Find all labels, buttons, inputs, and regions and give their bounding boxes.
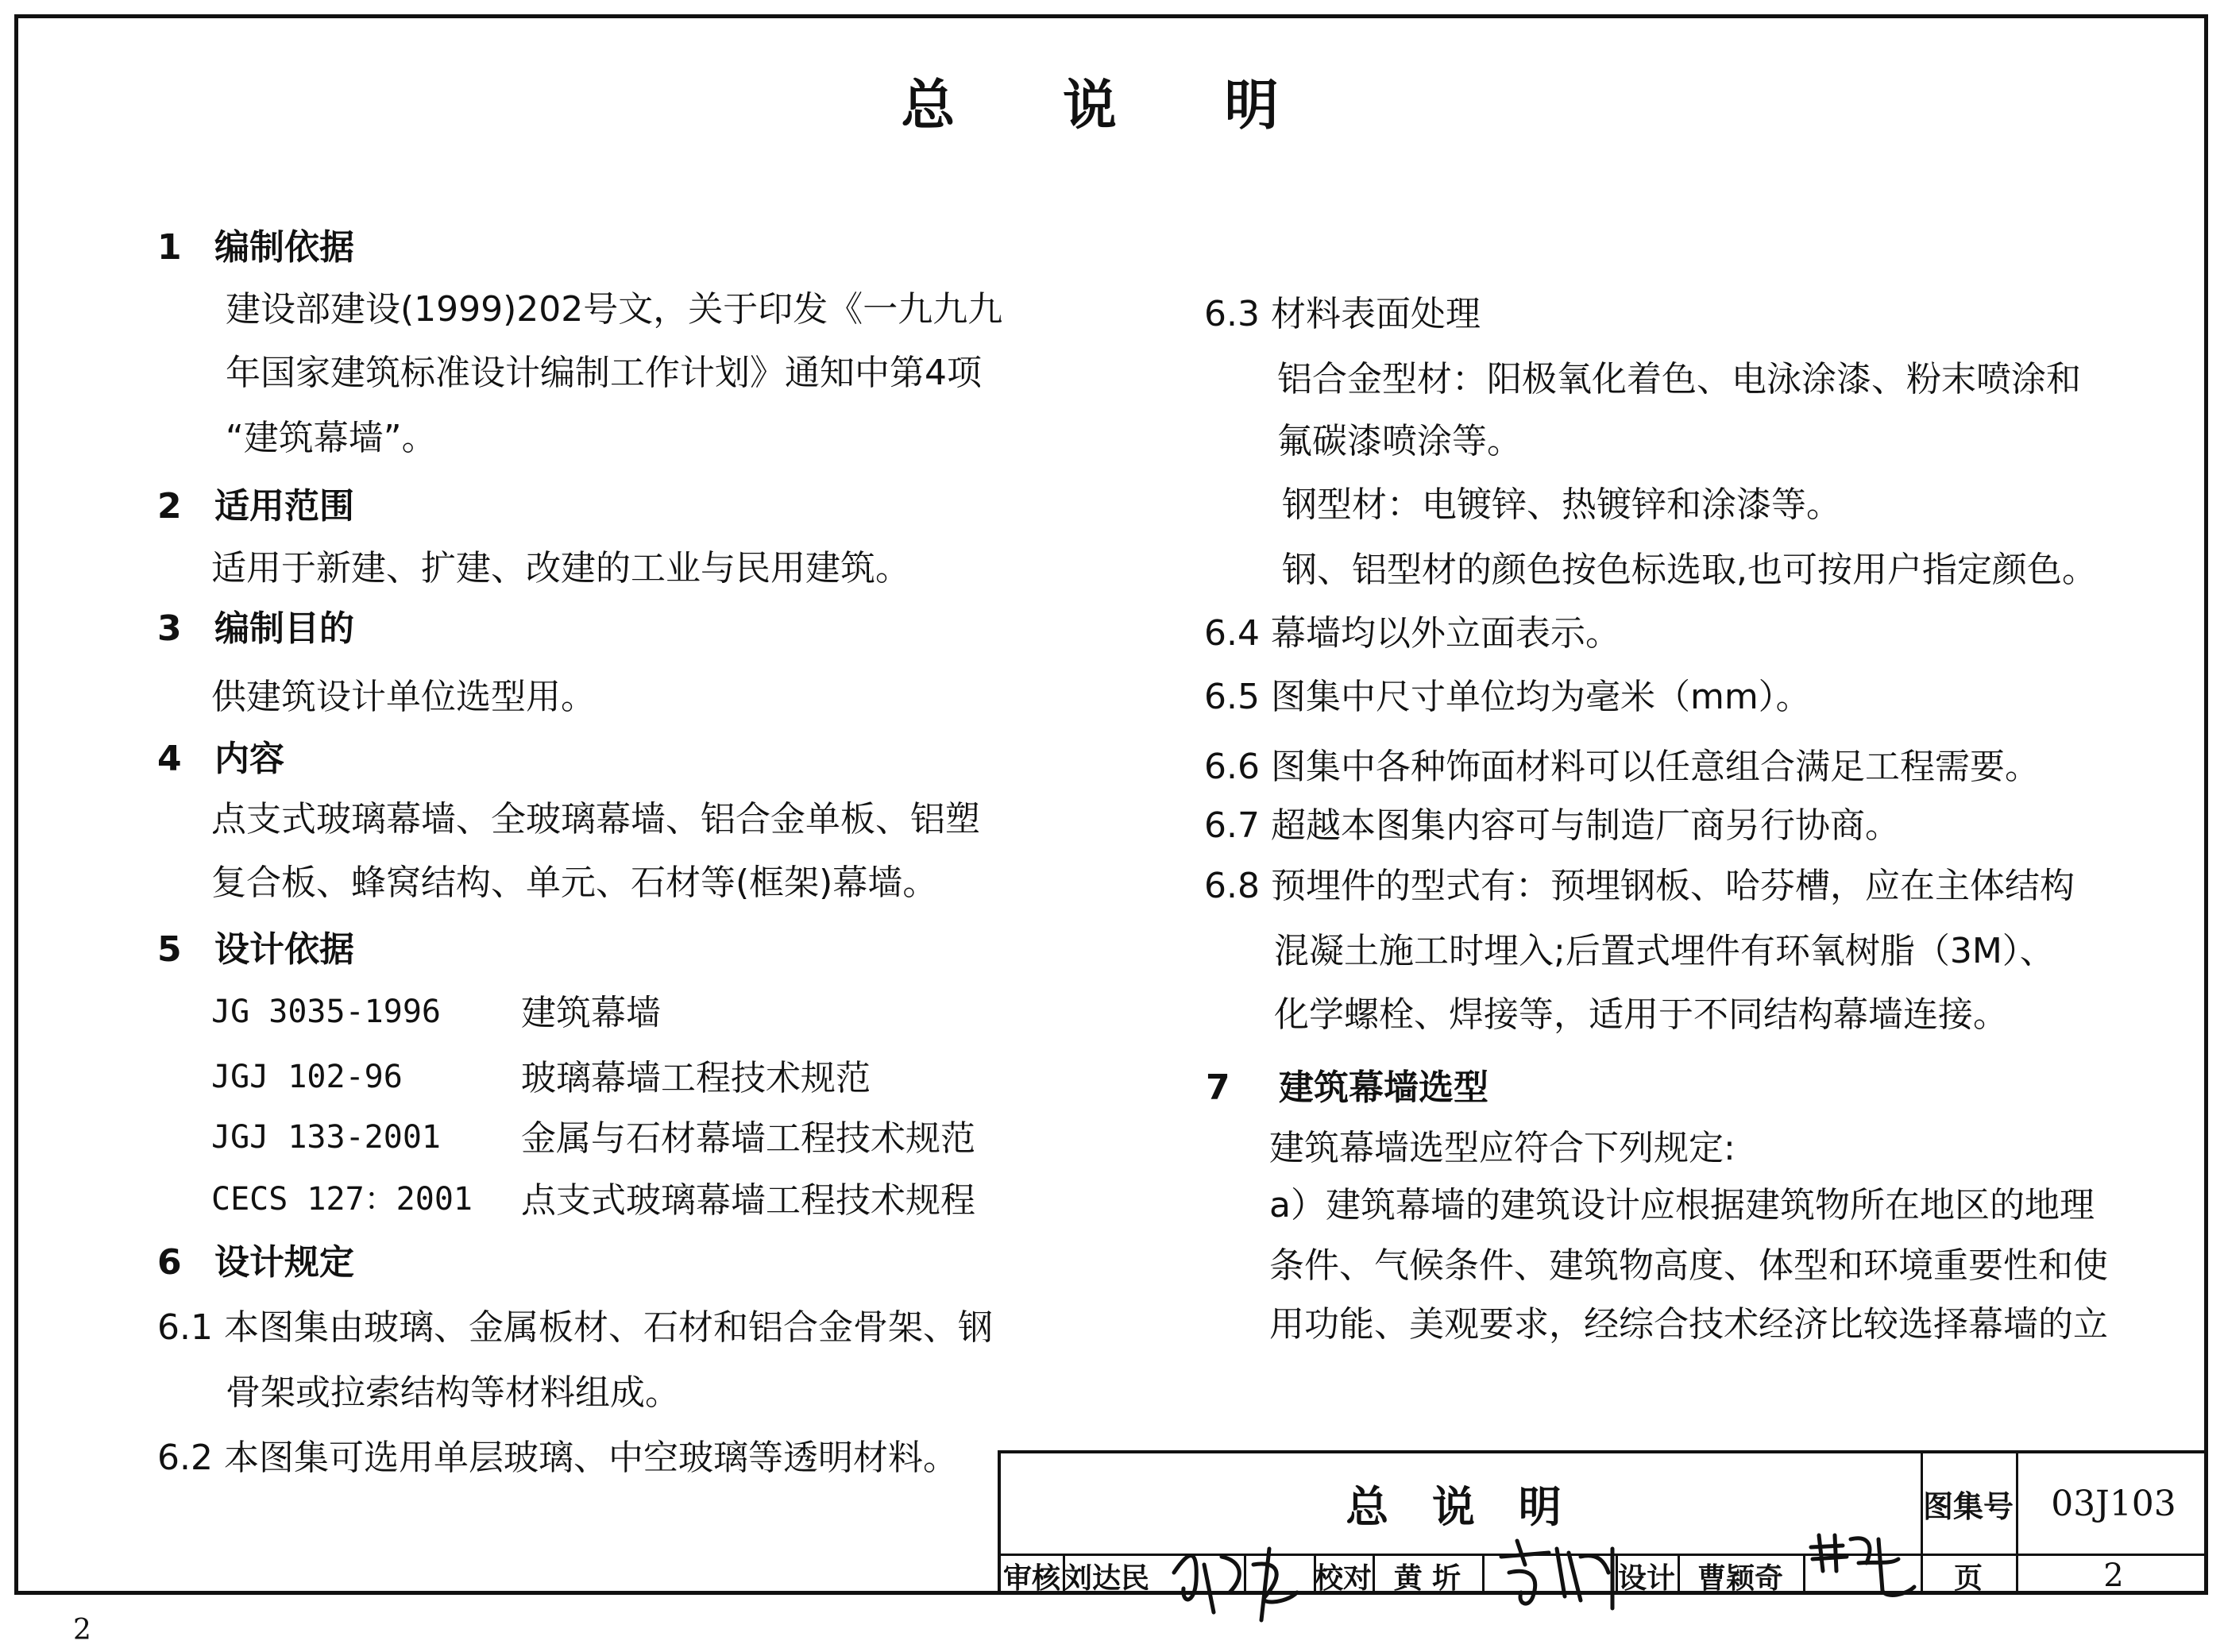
check-label: 校对 <box>1314 1561 1372 1595</box>
section-3-heading: 编制目的 <box>214 608 354 649</box>
reviewer-name: 刘达民 <box>1063 1561 1149 1595</box>
section-5-number: 5 <box>157 929 182 970</box>
item-6-3: 6.3 材料表面处理 <box>1204 294 1481 334</box>
standard-code-2: JGJ 102-96 <box>211 1059 403 1095</box>
title-block-divider <box>1482 1554 1485 1595</box>
title-block-page-number: 2 <box>2103 1557 2124 1594</box>
item-6-3-line-c: 钢型材：电镀锌、热镀锌和涂漆等。 <box>1282 484 1841 525</box>
item-6-8-line-1: 6.8 预埋件的型式有：预埋钢板、哈芬槽，应在主体结构 <box>1204 866 2075 906</box>
item-6-8-line-3: 化学螺栓、焊接等，适用于不同结构幕墙连接。 <box>1274 994 2008 1035</box>
section-4-line-2: 复合板、蜂窝结构、单元、石材等(框架)幕墙。 <box>211 863 938 903</box>
atlas-number: 03J103 <box>2051 1483 2176 1524</box>
page-title: 总 说 明 <box>901 75 1323 137</box>
designer-signature <box>1803 1515 1922 1603</box>
standard-name-2: 玻璃幕墙工程技术规范 <box>521 1058 871 1098</box>
item-6-4: 6.4 幕墙均以外立面表示。 <box>1204 613 1620 654</box>
title-block <box>998 1450 2208 1595</box>
section-4-heading: 内容 <box>214 739 284 779</box>
section-3-number: 3 <box>157 608 182 649</box>
item-6-3-line-b: 氟碳漆喷涂等。 <box>1277 421 1522 461</box>
item-6-1-line-2: 骨架或拉索结构等材料组成。 <box>226 1372 680 1413</box>
standard-name-1: 建筑幕墙 <box>521 993 661 1033</box>
section-3-line-1: 供建筑设计单位选型用。 <box>211 677 596 717</box>
item-6-2: 6.2 本图集可选用单层玻璃、中空玻璃等透明材料。 <box>157 1438 958 1478</box>
designer-name: 曹颖奇 <box>1697 1561 1783 1595</box>
section-6-heading: 设计规定 <box>214 1242 354 1283</box>
title-block-title: 总 说 明 <box>1346 1481 1576 1532</box>
section-7-line-3: 条件、气候条件、建筑物高度、体型和环境重要性和使 <box>1269 1245 2108 1286</box>
section-7-number: 7 <box>1206 1067 1230 1108</box>
item-6-5: 6.5 图集中尺寸单位均为毫米（mm）。 <box>1204 677 1811 717</box>
reviewer-signature <box>1166 1517 1317 1628</box>
item-6-3-line-d: 钢、铝型材的颜色按色标选取,也可按用户指定颜色。 <box>1282 550 2097 590</box>
checker-signature <box>1493 1517 1620 1620</box>
section-2-heading: 适用范围 <box>214 486 354 527</box>
section-6-number: 6 <box>157 1242 182 1283</box>
standard-code-4: CECS 127：2001 <box>211 1181 473 1218</box>
item-6-6: 6.6 图集中各种饰面材料可以任意组合满足工程需要。 <box>1204 747 2040 787</box>
section-4-number: 4 <box>157 739 182 779</box>
review-label: 审核 <box>1002 1561 1060 1595</box>
page-number: 2 <box>73 1614 91 1646</box>
section-1-line-1: 建设部建设(1999)202号文，关于印发《一九九九 <box>226 289 1003 330</box>
section-5-heading: 设计依据 <box>214 929 354 970</box>
section-7-heading: 建筑幕墙选型 <box>1279 1067 1488 1108</box>
section-2-line-1: 适用于新建、扩建、改建的工业与民用建筑。 <box>211 548 910 589</box>
page-label: 页 <box>1953 1561 1983 1595</box>
standard-name-3: 金属与石材幕墙工程技术规范 <box>521 1118 975 1159</box>
section-1-number: 1 <box>157 227 182 268</box>
section-4-line-1: 点支式玻璃幕墙、全玻璃幕墙、铝合金单板、铝塑 <box>211 799 980 840</box>
section-7-line-4: 用功能、美观要求，经综合技术经济比较选择幕墙的立 <box>1269 1304 2108 1345</box>
checker-name: 黄 圻 <box>1393 1561 1461 1595</box>
item-6-1-line-1: 6.1 本图集由玻璃、金属板材、石材和铝合金骨架、钢 <box>157 1307 993 1348</box>
item-6-3-line-a: 铝合金型材：阳极氧化着色、电泳涂漆、粉末喷涂和 <box>1277 359 2081 399</box>
atlas-number-label: 图集号 <box>1922 1488 2014 1524</box>
section-7-line-2: a）建筑幕墙的建筑设计应根据建筑物所在地区的地理 <box>1269 1185 2095 1225</box>
item-6-8-line-2: 混凝土施工时埋入;后置式埋件有环氧树脂（3M）、 <box>1274 931 2055 971</box>
section-7-line-1: 建筑幕墙选型应符合下列规定: <box>1269 1128 1736 1168</box>
design-label: 设计 <box>1617 1561 1675 1595</box>
section-1-line-2: 年国家建筑标准设计编制工作计划》通知中第4项 <box>226 353 982 393</box>
item-6-7: 6.7 超越本图集内容可与制造厂商另行协商。 <box>1204 805 1900 846</box>
standard-code-1: JG 3035-1996 <box>211 994 441 1030</box>
section-1-line-3: “建筑幕墙”。 <box>226 418 437 458</box>
section-1-heading: 编制依据 <box>214 227 354 268</box>
section-2-number: 2 <box>157 486 182 527</box>
standard-code-3: JGJ 133-2001 <box>211 1119 441 1156</box>
standard-name-4: 点支式玻璃幕墙工程技术规程 <box>521 1180 975 1221</box>
